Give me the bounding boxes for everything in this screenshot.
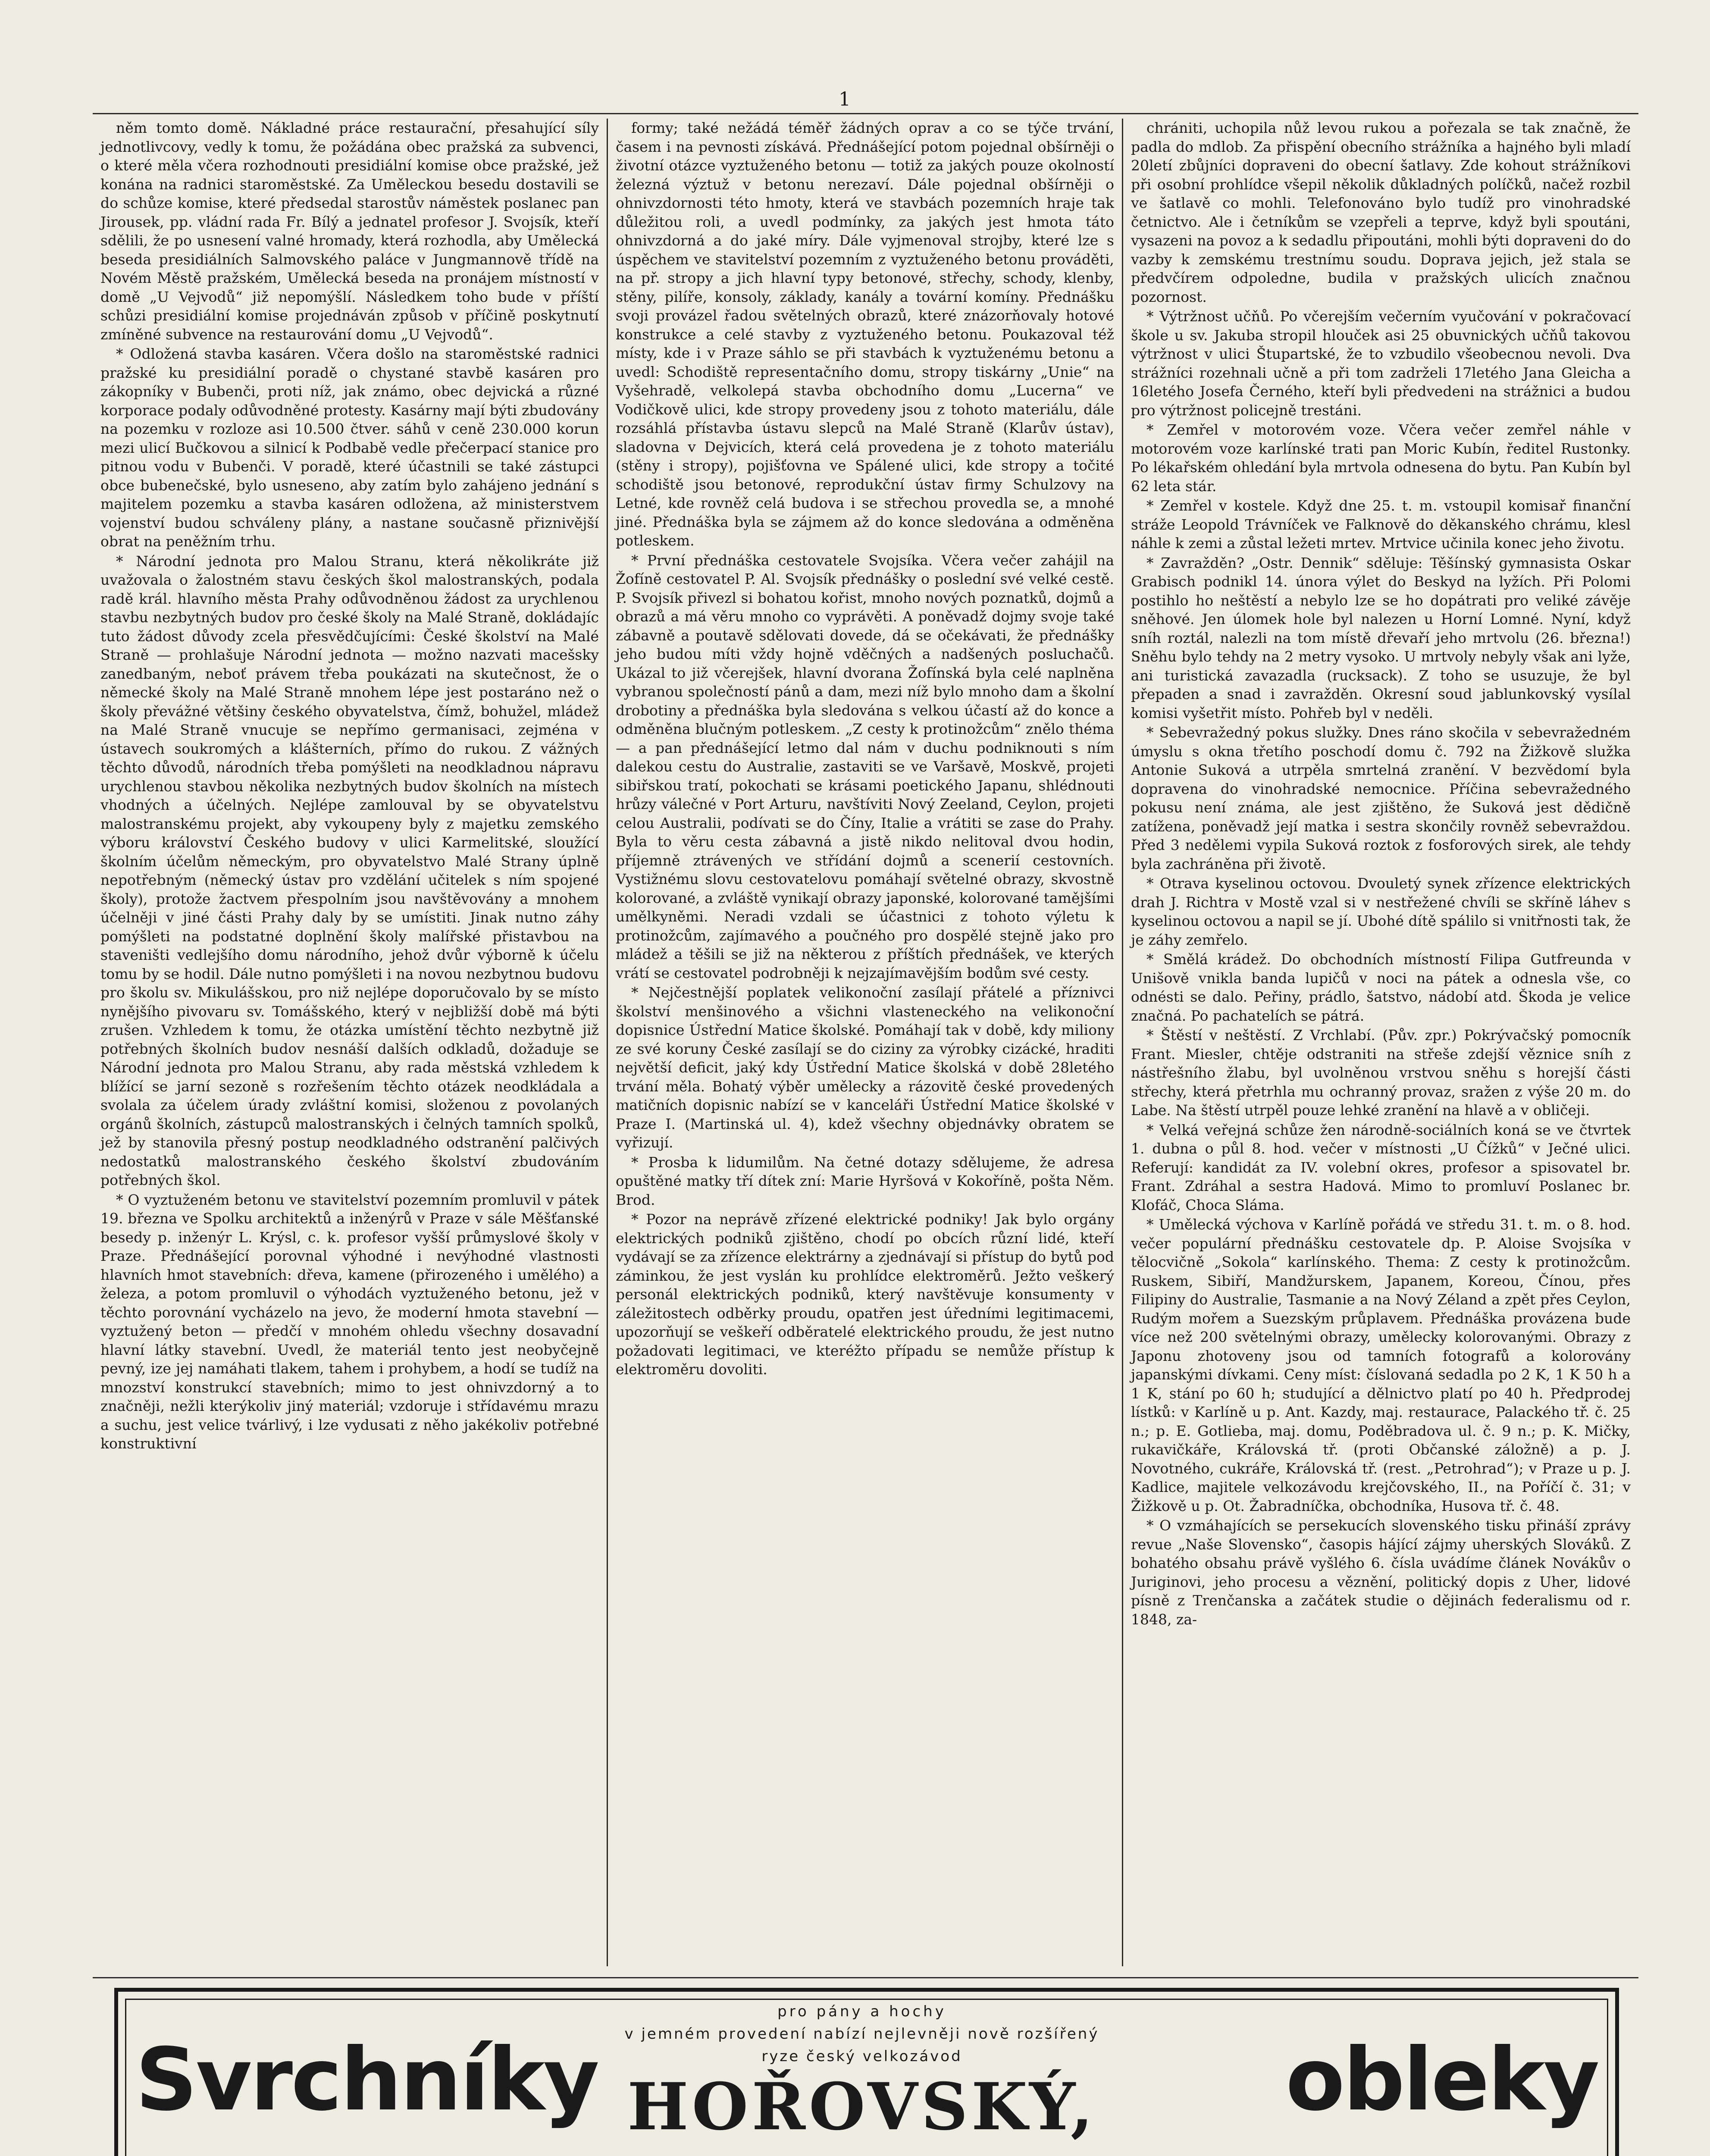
paragraph: * Výtržnost učňů. Po včerejším večerním vyučování v pokračovací škole u sv. Jakuba stropil hlouček asi 25 obuvnických učňů takovou výtržnost v ulici Štupartské, že to vzbudilo všeobecnou nevoli. Dva strážníci rozehnali učně a při tom zadrželi 17letého Jana Gleicha a 16letého Josefa Černého, kteří byli předvedeni na strážnici a budou pro výtržnost policejně trestáni.: [1131, 308, 1631, 419]
ad-brand-name: HOŘOVSKÝ,: [627, 2069, 1097, 2145]
ad-headline-left: Svrchníky: [135, 2030, 598, 2130]
ad-center: [571, 2000, 1153, 2143]
paragraph: * Zemřel v motorovém voze. Včera večer zemřel náhle v motorovém voze karlínské trati pan Moric Kubín, ředitel Rustonky. Po lékařském ohledání byla mrtvola odnesena do bytu. Pan Kubín byl 62 leta stár.: [1131, 421, 1631, 495]
paragraph: * Umělecká výchova v Karlíně pořádá ve středu 31. t. m. o 8. hod. večer populární přednášku cestovatele dp. P. Aloise Svojsíka v tělocvičně „Sokola“ karlínského. Thema: Z cesty k protinožcům. Ruskem, Sibiří, Mandžurskem, Japanem, Koreou, Čínou, přes Filipiny do Australie, Tasmanie a na Nový Zéland a zpět přes Ceylon, Rudým mořem a Suezským průplavem. Přednáška provázena bude více než 200 světelnými obrazy, umělecky kolorovanými. Obrazy z Japonu zhotoveny jsou od tamních fotografů a kolorovány japanskými dívkami. Ceny míst: číslovaná sedadla po 2 K, 1 K 50 h a 1 K, stání po 60 h; studující a dělnictvo platí po 40 h. Předprodej lístků: v Karlíně u p. Ant. Kazdy, maj. restaurace, Palackého tř. č. 25 n.; p. E. Gotlieba, maj. domu, Poděbradova ul. č. 9 n.; p. K. Mičky, rukavičkáře, Královská tř. (proti Občanské záložně) a p. J. Novotného, cukráře, Královská tř. (rest. „Petrohrad“); v Praze u p. J. Kadlice, majitele velkozávodu krejčovského, II., na Poříčí č. 31; v Žižkově u p. Ot. Žabradníčka, obchodníka, Husova tř. č. 48.: [1131, 1216, 1631, 1514]
paragraph: * Smělá krádež. Do obchodních místností Filipa Gutfreunda v Unišově vnikla banda lupičů v noci na pátek a odnesla vše, co odnésti se dalo. Peřiny, prádlo, šatstvo, nádobí atd. Škoda je velice značná. Po pachatelích se pátrá.: [1131, 951, 1631, 1024]
article-columns: [93, 119, 1638, 1966]
paragraph: * Prosba k lidumilům. Na četné dotazy sdělujeme, že adresa opuštěné matky tří dítek zní: Marie Hyršová v Kokoříně, pošta Něm. Brod.: [616, 1153, 1114, 1208]
ad-headline-right: obleky: [1285, 2030, 1598, 2130]
ad-line-3: ryze český velkozávod: [761, 2048, 962, 2065]
paragraph: * Národní jednota pro Malou Stranu, která několikráte již uvažovala o žalostném stavu českých škol malostranských, podala radě král. hlavního města Prahy odůvodněnou žádost za urychlenou stavbu nezbytných budov pro české školy na Malé Straně, dokládajíc tuto žádost důvody zcela přesvědčujícími: České školství na Malé Straně — prohlašuje Národní jednota — možno nazvati macešsky zanedbaným, neboť právem třeba poukázati na skutečnost, že o německé školy na Malé Straně mnohem lépe jest postaráno než o školy převážné většiny českého obyvatelstva, čímž, bohužel, mládež na Malé Straně vnucuje se nepřímo germanisaci, zejména v ústavech soukromých a klášterních, přímo do rukou. Z vážných těchto důvodů, národních třeba pomýšleti na neodkladnou nápravu urychlenou stavbou několika nezbytných budov školních na místech vhodných a účelných. Nejlépe zamlouval by se obyvatelstvu malostranskému projekt, aby vykoupeny byly z majetku zemského výboru království Českého budovy v ulici Karmelitské, sloužící školním účelům německým, pro obyvatelstvo Malé Strany úplně nepotřebným (německý ústav pro vzdělání učitelek s ním spojené školy), protože žactvem přespolním jsou navštěvovány a mnohem účelněji v jiné části Prahy daly by se umístiti. Jinak nutno záhy pomýšleti na podstatné doplnění školy malířské přistavbou na staveništi vedlejšího domu národního, jehož dvůr výborně k účelu tomu by se hodil. Dále nutno pomýšleti i na novou nezbytnou budovu pro školu sv. Mikulášskou, pro niž nejlépe doporučovalo by se místo nynějšího pivovaru sv. Tomášského, který v nejbližší době má býti zrušen. Vzhledem k tomu, že otázka umístění těchto nezbytně již potřebných školních budov nesnáší dalších odkladů, dožaduje se Národní jednota pro Malou Stranu, aby rada městská vzhledem k blížící se jarní sezoně s rozřešením těchto otázek neodkládala a svolala za účelem úrady zvláštní komisi, složenou z povolaných orgánů školních, zástupců malostranských i čelných tamních spolků, jež by stanovila přesný postup neodkladného odstranění palčivých nedostatků malostranského českého školství zbudováním potřebných škol.: [100, 552, 599, 1188]
top-rule: [93, 113, 1638, 114]
ad-line-1: pro pány a hochy: [777, 2003, 946, 2020]
advertisement-box: [114, 1988, 1619, 2156]
ad-line-2: v jemném provedení nabízí nejlevněji nově rozšířený: [624, 2025, 1099, 2043]
paragraph: formy; také nežádá téměř žádných oprav a co se týče trvání, časem i na pevnosti získává. Přednášející potom pojednal obšírněji o životní otázce vyztuženého betonu — totiž za jakých pouze okolností železná výztuž v betonu nerezaví. Dále pojednal obšírněji o ohnivzdornosti této hmoty, která ve stavbách pozemních hraje tak důležitou roli, a uvedl podmínky, za jakých jest hmota táto ohnivzdorná a do jaké míry. Dále vyjmenoval strojby, které lze s úspěchem ve stavitelství pozemním z vyztuženého betonu prováděti, na př. stropy a jich hlavní typy betonové, střechy, schody, klenby, stěny, pilíře, konsoly, základy, kanály a tovární komíny. Přednášku svoji provázel řadou světelných obrazů, které znázorňovaly hotové konstrukce a celé stavby z vyztuženého betonu. Poukazoval též místy, kde i v Praze sáhlo se při stavbách k vyztuženému betonu a uvedl: Schodiště representačního domu, stropy tiskárny „Unie“ na Vyšehradě, velkolepá stavba obchodního domu „Lucerna“ ve Vodičkově ulici, kde stropy provedeny jsou z tohoto materiálu, dále rozsáhlá přístavba ústavu slepců na Malé Straně (Klarův ústav), sladovna v Dejvicích, která celá provedena je z tohoto materiálu (stěny i stropy), pojišťovna ve Spálené ulici, kde stropy a točité schodiště jsou betonové, reprodukční ústav firmy Schulzovy na Letné, kde rovněž celá budova i se střechou provedla se, a mnohé jiné. Přednáška byla se zájmem až do konce sledována a odměněna potleskem.: [616, 119, 1114, 549]
paragraph: * Pozor na neprávě zřízené elektrické podniky! Jak bylo orgány elektrických podniků zjištěno, chodí po obcích různí lidé, kteří vydávají se za zřízence elektrárny a zjednávají si přístup do bytů pod záminkou, že jest vyslán ku prohlídce elektroměrů. Ježto veškerý personál elektrických podniků, který navštěvuje konsumenty v záležitostech odběrky proudu, opatřen jest úředními legitimacemi, upozorňují se veškeří odběratelé elektrického proudu, že jest nutno požadovati legitimaci, ve kteréžto případu se nemůže přístup k elektroměru dovoliti.: [616, 1211, 1114, 1378]
column-1: [93, 119, 608, 1966]
page-number: 1: [839, 88, 851, 110]
paragraph: * Štěstí v neštěstí. Z Vrchlabí. (Pův. zpr.) Pokrývačský pomocník Frant. Miesler, chtěje odstraniti na střeše zdejší věznice sníh z nástřešního žlabu, byl uvolněnou vrstvou sněhu s horejší části střechy, která přetrhla mu ochranný provaz, sražen z výše 20 m. do Labe. Na štěstí utrpěl pouze lehké zranění na hlavě a v obličeji.: [1131, 1027, 1631, 1119]
paragraph: * Odložená stavba kasáren. Včera došlo na staroměstské radnici pražské ku presidiální poradě o chystané stavbě kasáren pro zákopníky v Bubenči, proti níž, jak známo, obec dejvická a různé korporace podaly odůvodněné protesty. Kasárny mají býti zbudovány na pozemku v rozloze asi 10.500 čtver. sáhů v ceně 230.000 korun mezi ulicí Bučkovou a silnicí k Podbabě vedle přečerpací stanice pro pitnou vodu v Bubenči. V poradě, které účastnili se také zástupci obce bubenečské, bylo usneseno, aby zatím bylo zahájeno jednání s majitelem pozemku a stavba kasáren odložena, až ministerstvem vojenství budou schváleny plány, a nastane současně přiznivější obrat na peněžním trhu.: [100, 345, 599, 550]
paragraph: * Sebevražedný pokus služky. Dnes ráno skočila v sebevražedném úmyslu s okna třetího poschodí domu č. 792 na Žižkově služka Antonie Suková a utrpěla smrtelná zranění. V bezvědomí byla dopravena do vinohradské nemocnice. Příčina sebevražedného pokusu není známa, ale jest zjištěno, že Suková jest dědičně zatížena, poněvadž její matka i sestra skončily rovněž sebevraždou. Před 3 nedělemi vypila Suková roztok z fosforových sirek, ale tehdy byla zachráněna při životě.: [1131, 724, 1631, 872]
paragraph: * Nejčestnější poplatek velikonoční zasílají přátelé a příznivci školství menšinového a všichni vlasteneckého na velikonoční dopisnice Ústřední Matice školské. Pomáhají tak v době, kdy miliony ze své koruny České zasílají se do ciziny za výrobky cizácké, hraditi největší deficit, jaký kdy Ústřední Matice školská v době 28letého trvání měla. Bohatý výběr umělecky a rázovitě české provedených matičních dopisnic nabízí se v kanceláři Ústřední Matice školské v Praze I. (Martinská ul. 4), kdež všechny objednávky obratem se vyřizují.: [616, 984, 1114, 1151]
paragraph: chrániti, uchopila nůž levou rukou a pořezala se tak značně, že padla do mdlob. Za přispění obecního strážníka a hajného byli mladí 20letí zbůjníci dopraveni do obecní šatlavy. Zde kohout strážníkovi při osobní prohlídce všepil několik důkladných políčků, načež rozbil ve šatlavě co mohli. Telefonováno bylo tudíž pro vinohradské četnictvo. Ale i četníkům se vzepřeli a teprve, když byli spoutáni, vysazeni na povoz a k sedadlu připoutáni, mohli býti dopraveni do do vazby k zemskému trestnímu soudu. Doprava jejich, jež stala se předvčírem odpoledne, budila v pražských ulicích značnou pozornost.: [1131, 119, 1631, 305]
paragraph: * Zavražděn? „Ostr. Dennik“ sděluje: Těšínský gymnasista Oskar Grabisch podnikl 14. února výlet do Beskyd na lyžích. Při Polomi postihlo ho neštěstí a nebylo lze se ho dopátrati pro veliké závěje sněhové. Jen úlomek hole byl nalezen u Horní Lomné. Nyní, když sníh roztál, nalezli na tom místě dřevaří jeho mrtvolu (26. března!) Sněhu bylo tehdy na 2 metry vysoko. U mrtvoly nebyly však ani lyže, ani turistická zavazadla (rucksack). Z toho se usuzuje, že byl přepaden a snad i zavražděn. Okresní soud jablunkovský vysílal komisi vyšetřit místo. Pohřeb byl v neděli.: [1131, 554, 1631, 721]
paragraph: * O vzmáhajících se persekucích slovenského tisku přináší zprávy revue „Naše Slovensko“, časopis hájící zájmy uherských Slováků. Z bohatého obsahu právě vyšlého 6. čísla uvádíme článek Novákův o Juriginovi, jeho procesu a věznění, politický dopis z Uher, lidové písně z Trenčanska a začátek studie o dějinách federalismu od r. 1848, za-: [1131, 1517, 1631, 1628]
column-2: [608, 119, 1123, 1966]
paragraph: něm tomto domě. Nákladné práce restaurační, přesahující síly jednotlivcovy, vedly k tomu, že požádána obec pražská za subvenci, o které měla včera rozhodnouti presidiální komise obce pražské, jež konána na radnici staroměstské. Za Uměleckou besedu dostavili se do schůze komise, které předsedal starostův náměstek poslanec pan Jirousek, pp. vládní rada Fr. Bílý a jednatel profesor J. Svojsík, kteří sdělili, že po usnesení valné hromady, která rozhodla, aby Umělecká beseda presidiálních Salmovského paláce v Jungmannově třídě na Novém Městě pražském, Umělecká beseda na pronájem místností v domě „U Vejvodů“ již nepomýšlí. Následkem toho bude v příští schůzi presidiální komise projednáván způsob v příčině poskytnutí zmíněné subvence na restaurování domu „U Vejvodů“.: [100, 119, 599, 343]
ad-rule: [93, 1977, 1638, 1978]
paragraph: * Zemřel v kostele. Když dne 25. t. m. vstoupil komisař finanční stráže Leopold Trávníček ve Falknově do děkanského chrámu, klesl náhle k zemi a zůstal ležeti mrtev. Mrtvice učinila konec jeho životu.: [1131, 497, 1631, 552]
paragraph: * O vyztuženém betonu ve stavitelství pozemním promluvil v pátek 19. března ve Spolku architektů a inženýrů v Praze v sále Měšťanské besedy p. inženýr L. Krýsl, c. k. profesor vyšší průmyslové školy v Praze. Přednášející porovnal výhodné i nevýhodné vlastnosti hlavních hmot stavebních: dřeva, kamene (přirozeného i umělého) a železa, a potom promluvil o výhodách vyztuženého betonu, jež v těchto porovnání vycházelo na jevo, že moderní hmota stavební — vyztužený beton — předčí v mnohém ohledu všechny dosavadní hlavní látky stavební. Uvedl, že materiál tento jest neobyčejně pevný, ize jej namáhati tlakem, tahem i prohybem, a hodí se tudíž na mnozství konstrukcí stavebních; mimo to jest ohnivzdorný a to značněji, nežli kterýkoliv jiný materiál; vzdoruje i střídavému mrazu a suchu, jest velice tvárlivý, i lze vydusati z něho jakékoliv potřebné konstruktivní: [100, 1191, 599, 1452]
column-3: [1123, 119, 1638, 1966]
paragraph: * Velká veřejná schůze žen národně-sociálních koná se ve čtvrtek 1. dubna o půl 8. hod. večer v místnosti „U Čížků“ v Ječné ulici. Referují: kandidát za IV. volební okres, profesor a spisovatel br. Frant. Zdráhal a sestra Hadová. Mimo to promluví Poslanec br. Klofáč, Choca Sláma.: [1131, 1121, 1631, 1213]
paragraph: * Otrava kyselinou octovou. Dvouletý synek zřízence elektrických drah J. Richtra v Mostě vzal si v nestřežené chvíli se skříně láhev s kyselinou octovou a napil se jí. Ubohé dítě spálilo si vnitřnosti tak, že je záhy zemřelo.: [1131, 875, 1631, 948]
paragraph: * První přednáška cestovatele Svojsíka. Včera večer zahájil na Žofíně cestovatel P. Al. Svojsík přednášky o poslední své velké cestě. P. Svojsík přivezl si bohatou kořist, mnoho nových poznatků, dojmů a obrazů a má věru mnoho co vyprávěti. A poněvadž dojmy svoje také zábavně a poutavě sdělovati dovede, dá se očekávati, že přednášky jeho budou míti vždy hojně vděčných a nadšených posluchačů. Ukázal to již včerejšek, hlavní dvorana Žofínská byla celé naplněna vybranou společností pánů a dam, mezi níž bylo mnoho dam a školní drobotiny a přednáška byla sledována s velkou účastí až do konce a odměněna blučným potleskem. „Z cesty k protinožcům“ znělo théma — a pan přednášející letmo dal nám v duchu podniknouti s ním dalekou cestu do Australie, zastaviti se ve Varšavě, Moskvě, projeti sibiřskou tratí, pokochati se krásami poetického Japanu, shlédnouti hrůzy válečné v Port Arturu, navštíviti Nový Zeeland, Ceylon, projeti celou Australii, podívati se do Číny, Italie a vrátiti se zase do Prahy. Byla to věru cesta zábavná a jistě nikdo nelitoval dvou hodin, příjemně ztrávených ve střídání dojmů a scenerií cestovních. Vystižnému slovu cestovatelovu pomáhají světelné obrazy, skvostně kolorované, a zvláště vynikají obrazy japonské, kolorované tamějšími umělkyněmi. Neradi vzdali se účastnici z tohoto výletu k protinožcům, zajímavého a poučného pro dospělé stejně jako pro mládež a těšili se již na některou z příštích přednášek, ve kterých vrátí se cestovatel podrobněji k nejzajímavějším bodům své cesty.: [616, 552, 1114, 981]
